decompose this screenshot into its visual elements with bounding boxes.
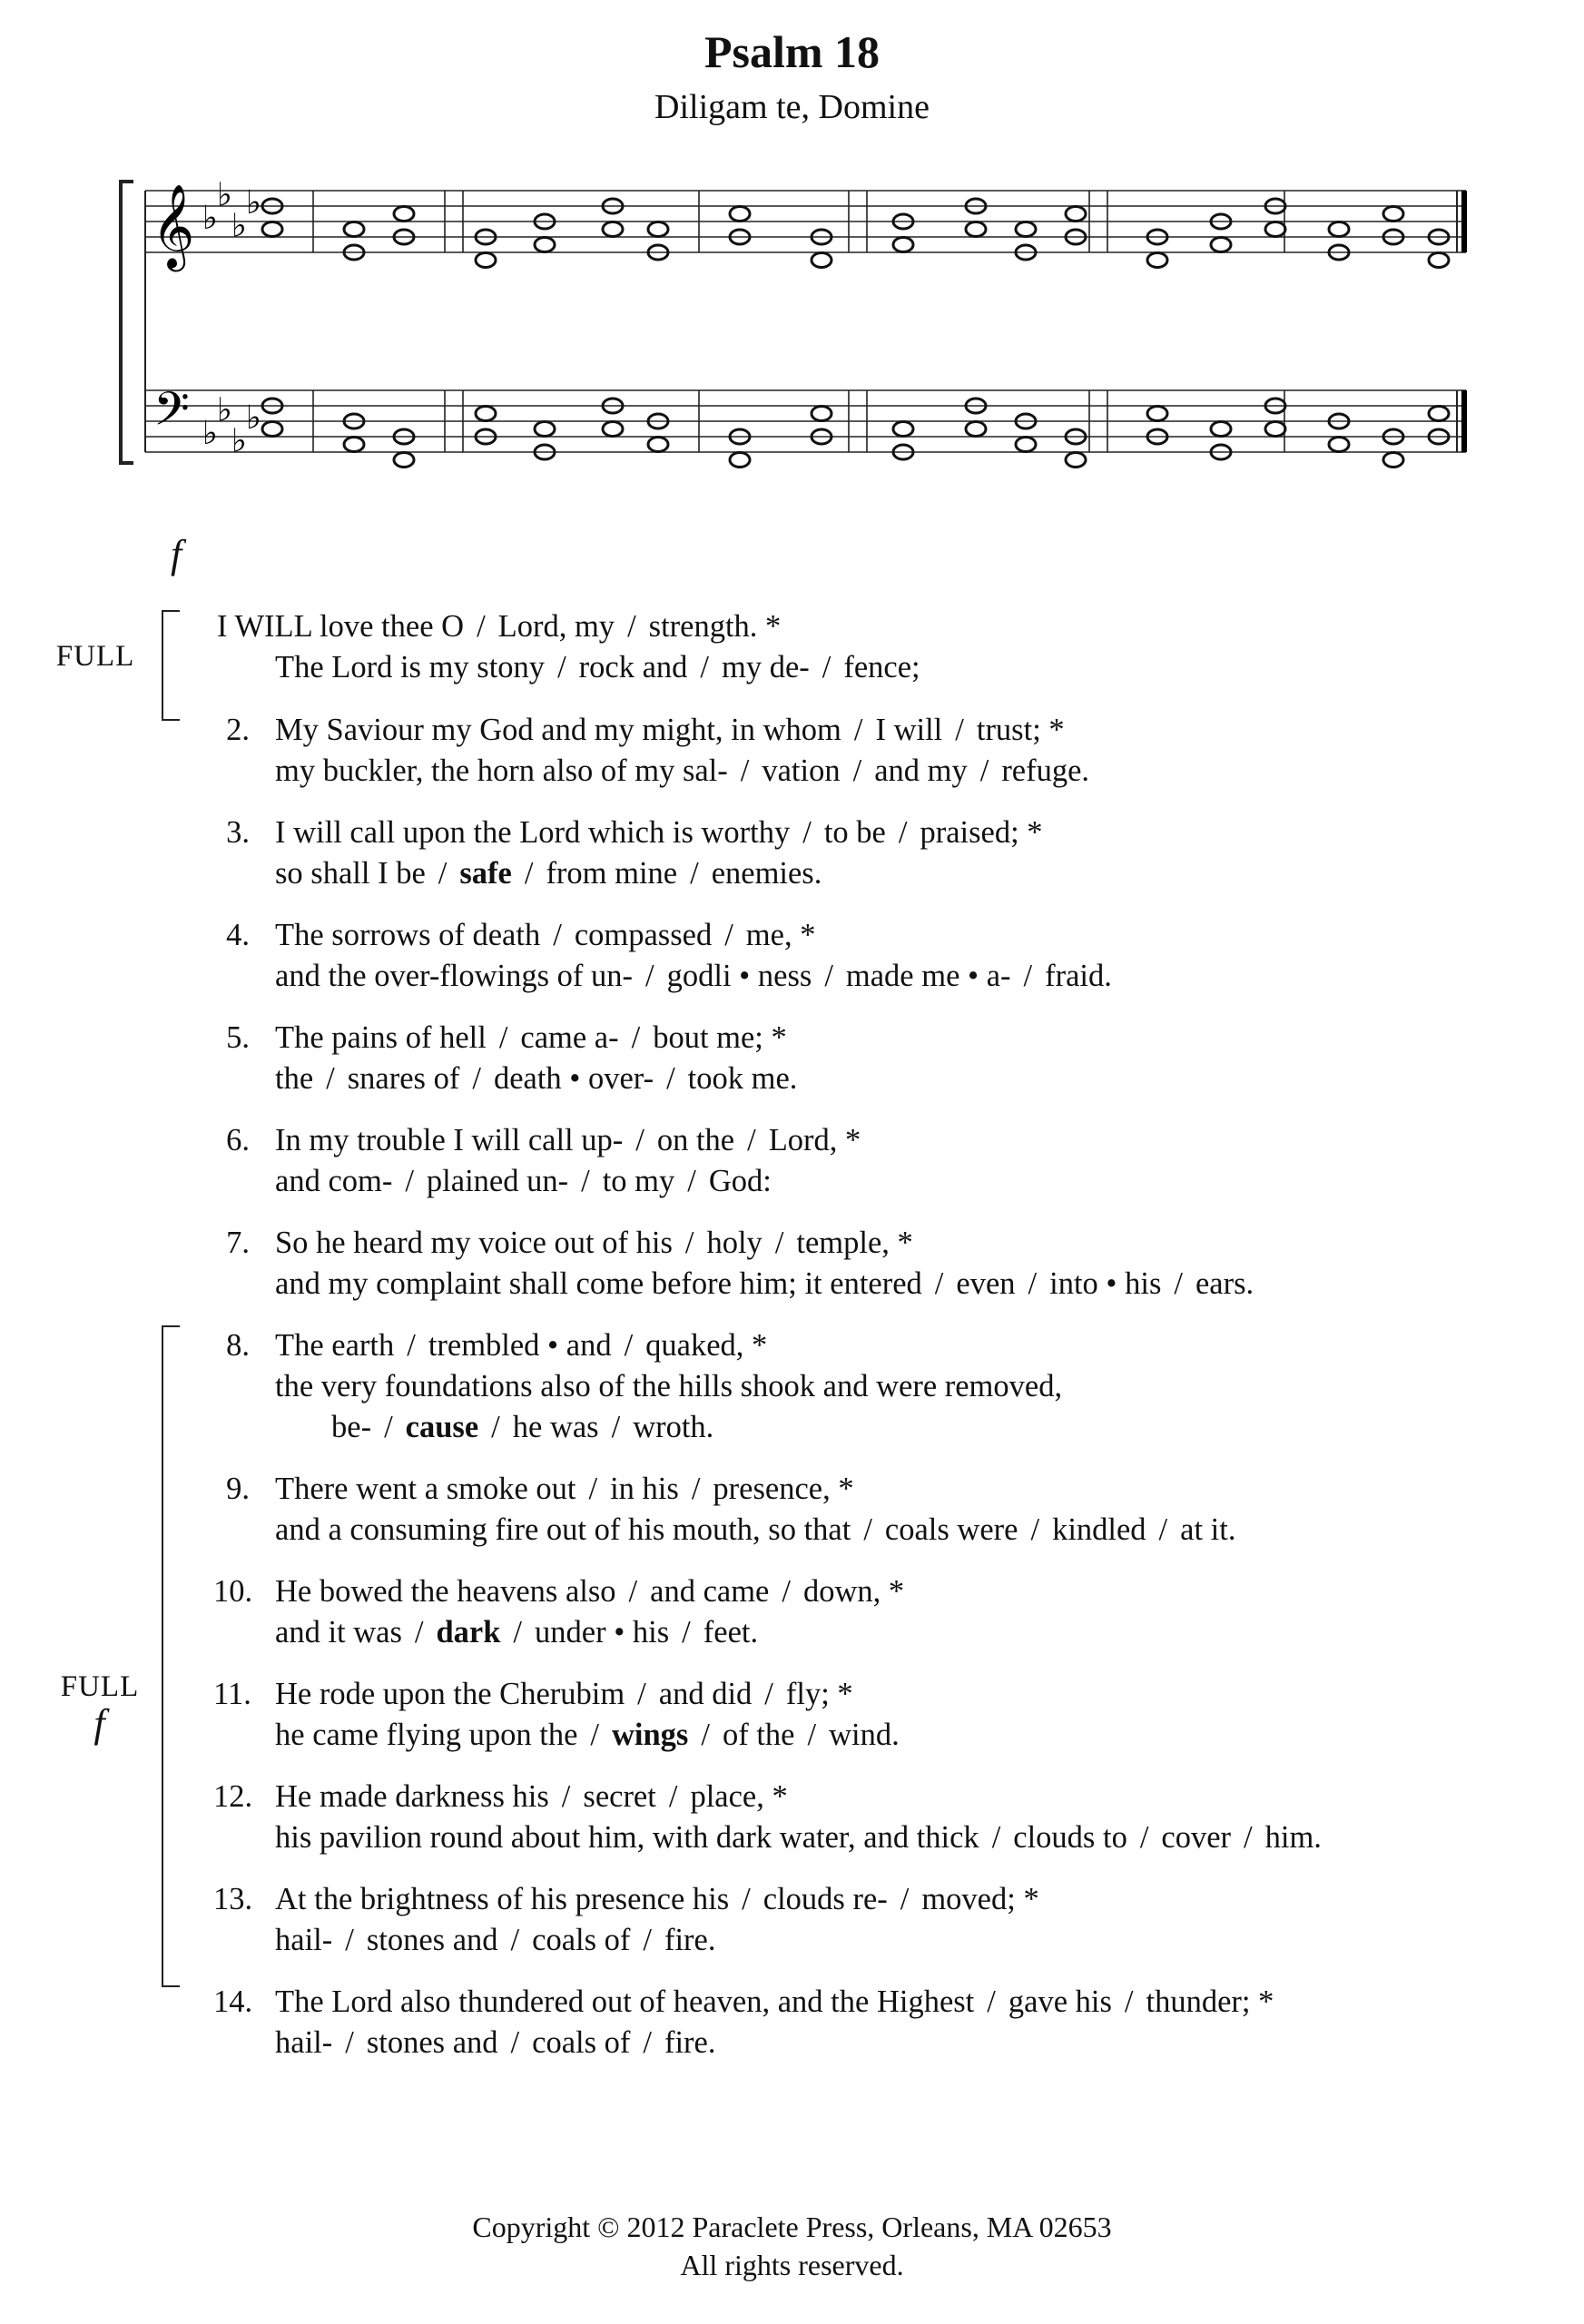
bar-separator: / [405,1164,414,1198]
bar-separator: / [687,1164,696,1198]
verse-segment: my buckler, the horn also of my sal- [275,753,728,788]
verse-line [213,2023,1557,2063]
bar-separator: / [581,1164,590,1198]
verse-segment: trust; * [976,713,1065,747]
verse-segment: his pavilion round about him, with dark water, and thick [275,1820,979,1855]
verse-line [213,647,1557,688]
chant-staves [121,177,1467,468]
verse-segment: Lord, my [497,609,615,644]
verse-segment: trembled • and [428,1328,612,1363]
verse-line [213,1161,1557,1202]
bar-separator: / [979,753,989,788]
verse-segment: fire. [664,1923,716,1957]
bar-separator: / [742,1882,751,1916]
bar-separator: / [491,1410,500,1444]
treble-note [262,222,282,237]
bar-separator: / [643,2025,652,2060]
verse-4 [213,915,1557,997]
verse-segment: and came [650,1574,770,1609]
treble-flat-icon: ♭ [246,184,261,222]
bass-flat-icon: ♭ [217,391,232,429]
bar-separator: / [690,856,699,891]
verse-segment: me, * [745,918,816,952]
verse-segment: feet. [703,1615,759,1649]
verse-3 [213,812,1557,894]
verse-number: 4. [226,918,250,952]
verse-line [213,1674,1557,1715]
verse-6 [213,1120,1557,1202]
verse-segment: thunder; * [1146,1984,1274,2019]
verse-number: 7. [226,1226,250,1260]
bar-separator: / [822,650,831,684]
bass-note [476,407,496,421]
bass-clef-icon: 𝄢 [153,381,190,448]
verse-segment: from mine [546,856,678,891]
bar-separator: / [524,856,534,891]
verse-segment: stones and [366,2025,498,2060]
treble-note [1066,207,1086,222]
verse-segment: wind. [829,1718,900,1752]
bass-note [394,453,414,468]
bar-separator: / [1139,1820,1149,1855]
bar-separator: / [1174,1266,1183,1301]
verse-number: 8. [226,1328,250,1363]
verse-number: 5. [226,1020,250,1055]
verse-segment: and the over-flowings of un- [275,959,634,993]
bar-separator: / [624,1328,634,1363]
verse-12 [213,1777,1557,1858]
bar-separator: / [853,713,863,747]
verse-segment: hail- [275,1923,333,1957]
verse-number: 9. [226,1472,250,1506]
verse-segment: I WILL love thee O [217,609,465,644]
verse-line [213,1059,1557,1099]
verse-segment: safe [459,856,512,891]
copyright-text: Copyright © 2012 Paraclete Press, Orleans, MA 02653 [472,2211,1112,2243]
verse-line [213,1817,1557,1858]
bar-separator: / [513,1615,523,1649]
verse-segment: He rode upon the Cherubim [275,1677,625,1711]
verse-line [213,1366,1557,1407]
verse-segment: I will call upon the Lord which is worthy [275,815,791,850]
bar-separator: / [724,918,733,952]
final-barline-thick [1461,191,1467,252]
bar-separator: / [643,1923,652,1957]
verse-segment: wroth. [633,1410,714,1444]
verse-segment: and a consuming fire out of his mouth, so that [275,1512,851,1547]
verse-segment: vation [762,753,841,788]
verse-segment: At the brightness of his presence his [275,1882,730,1916]
bar-separator: / [991,1820,1001,1855]
full-label-top: FULL [55,640,135,673]
verse-line [213,853,1557,894]
bar-separator: / [557,650,566,684]
verse-segment: and com- [275,1164,393,1198]
verse-segment: the [275,1061,314,1096]
verse-13 [213,1879,1557,1961]
verse-segment: and did [658,1677,753,1711]
verse-segment: to be [823,815,886,850]
copyright-footer [0,2208,1584,2284]
rights-text: All rights reserved. [680,2249,904,2281]
verse-segment: dark [436,1615,501,1649]
verse-segment: ears. [1195,1266,1254,1301]
verse-segment: quaked, * [645,1328,768,1363]
bar-separator: / [627,609,636,644]
verse-9 [213,1469,1557,1551]
treble-note [1016,222,1036,237]
verse-segment: kindled [1052,1512,1146,1547]
bar-separator: / [414,1615,424,1649]
treble-note [812,253,831,268]
full-bracket-top [162,610,180,721]
verse-segment: coals of [532,2025,631,2060]
treble-note [535,238,555,252]
verse-segment: coals of [532,1923,631,1957]
verse-10 [213,1571,1557,1653]
bar-separator: / [438,856,448,891]
treble-note [344,222,364,237]
verse-segment: made me • a- [845,959,1011,993]
bar-separator: / [645,959,654,993]
verse-number: 3. [226,815,250,850]
verse-segment: and my complaint shall come before him; it entered [275,1266,922,1301]
treble-note [1429,253,1449,268]
bass-note [535,422,555,437]
treble-note [1329,222,1349,237]
bass-note [1016,438,1036,452]
bar-separator: / [684,1226,694,1260]
verse-segment: hail- [275,2025,333,2060]
bar-separator: / [802,815,812,850]
verse-segment: He made darkness his [275,1779,549,1814]
verse-segment: came a- [520,1020,619,1055]
bass-note [1383,453,1403,468]
verse-number: 12. [213,1779,253,1814]
verse-segment: He bowed the heavens also [275,1574,616,1609]
verse-line [213,1325,1557,1366]
verse-segment: My Saviour my God and my might, in whom [275,713,841,747]
bar-separator: / [934,1266,944,1301]
bass-note [1147,407,1167,421]
bar-separator: / [510,1923,520,1957]
full-label-bottom [50,1670,150,1744]
verse-segment: clouds to [1013,1820,1127,1855]
verse-segment: place, * [690,1779,788,1814]
bar-separator: / [668,1779,678,1814]
verse-segment: took me. [687,1061,798,1096]
verse-segment: The earth [275,1328,395,1363]
verse-number: 11. [213,1677,251,1711]
bar-separator: / [611,1410,621,1444]
verse-segment: holy [706,1226,762,1260]
dynamic-forte-full: f [93,1701,106,1746]
verse-line [213,1715,1557,1756]
treble-note [1265,222,1285,237]
bass-note [966,422,986,437]
bar-separator: / [345,2025,354,2060]
treble-note [730,207,750,222]
bass-note [344,438,364,452]
verse-segment: clouds re- [762,1882,888,1916]
bar-separator: / [807,1718,817,1752]
bar-separator: / [1158,1512,1168,1547]
treble-clef-icon: 𝄞 [152,183,195,268]
treble-flat-icon: ♭ [217,176,232,214]
bar-separator: / [637,1677,646,1711]
verse-segment: The Lord also thundered out of heaven, and the Highest [275,1984,975,2019]
verse-segment: cover [1161,1820,1232,1855]
verse-segment: godli • ness [666,959,812,993]
verse-7 [213,1223,1557,1305]
verse-line [213,1777,1557,1817]
bar-separator: / [774,1226,784,1260]
verse-segment: strength. * [648,609,782,644]
page-title: Psalm 18 [703,26,881,77]
verse-14 [213,1982,1557,2063]
treble-note [1211,238,1231,252]
verse-number: 6. [226,1123,250,1157]
verse-segment: The Lord is my stony [275,650,546,684]
verse-number: 2. [226,713,250,747]
verse-segment: secret [583,1779,656,1814]
verse-segment: fire. [664,2025,716,2060]
music-score [104,172,1484,517]
verse-segment: on the [656,1123,735,1157]
verse-segment: under • his [535,1615,670,1649]
bass-flat-icon: ♭ [202,415,218,452]
verse-line [213,1879,1557,1920]
treble-note [966,222,986,237]
verse-segment: coals were [884,1512,1018,1547]
verse-line [213,1469,1557,1510]
verse-segment: moved; * [921,1882,1039,1916]
verse-segment: gave his [1008,1984,1112,2019]
verse-line [213,710,1557,751]
final-barline-thick [1461,390,1467,452]
verse-segment: snares of [347,1061,460,1096]
system-bracket [121,182,133,463]
bass-note [1329,438,1349,452]
verse-segment: The pains of hell [275,1020,487,1055]
full-label-bottom-text: FULL [60,1670,140,1703]
verse-segment: The sorrows of death [275,918,541,952]
verse-segment: him. [1264,1820,1322,1855]
verse-line [213,751,1557,792]
verse-number: 13. [213,1882,253,1916]
bar-separator: / [384,1410,393,1444]
bar-separator: / [900,1882,910,1916]
verse-segment: be- [331,1410,372,1444]
verse-number: 14. [213,1984,253,2019]
treble-note [394,207,414,222]
verse-segment: presence, * [713,1472,854,1506]
bar-separator: / [1124,1984,1134,2019]
bar-separator: / [477,609,486,644]
bar-separator: / [472,1061,481,1096]
verse-segment: I will [875,713,943,747]
bass-note [603,422,623,437]
verse-segment: he was [512,1410,599,1444]
bass-flat-icon: ♭ [246,399,261,437]
verse-line [213,1920,1557,1961]
verse-segment: so shall I be [275,856,426,891]
bass-note [1265,422,1285,437]
bar-separator: / [498,1020,508,1055]
bass-note [1066,453,1086,468]
bar-separator: / [747,1123,756,1157]
verse-segment: my de- [722,650,810,684]
verse-segment: stones and [366,1923,498,1957]
verse-line [213,1982,1557,2023]
verse-segment: praised; * [920,815,1043,850]
bar-separator: / [553,918,562,952]
bar-separator: / [700,650,709,684]
verse-number: 10. [213,1574,253,1609]
bar-separator: / [740,753,750,788]
verse-8 [213,1325,1557,1448]
verse-segment: refuge. [1001,753,1090,788]
bass-note [648,438,668,452]
bass-note [893,422,913,437]
verse-segment: death • over- [493,1061,654,1096]
verse-segment: and it was [275,1615,402,1649]
bar-separator: / [1244,1820,1253,1855]
verse-segment: Lord, * [768,1123,861,1157]
verse-segment: God: [708,1164,772,1198]
bar-separator: / [1023,959,1033,993]
verse-line [213,1120,1557,1161]
bar-separator: / [852,753,862,788]
verse-line [213,1407,1557,1448]
bass-note [730,453,750,468]
bar-separator: / [1030,1512,1040,1547]
verse-segment: and my [874,753,968,788]
verse-line [213,1510,1557,1551]
treble-note [1147,253,1167,268]
verse-2 [213,710,1557,792]
bar-separator: / [631,1020,641,1055]
bar-separator: / [588,1472,598,1506]
dynamic-forte-opening: f [171,532,182,576]
verse-segment: temple, * [796,1226,913,1260]
verse-segment: fence; [843,650,920,684]
verse-segment: at it. [1180,1512,1236,1547]
treble-note [648,222,668,237]
bar-separator: / [1028,1266,1038,1301]
full-bracket-bottom [162,1325,180,1987]
verse-line [213,1018,1557,1059]
verse-line [213,956,1557,997]
bar-separator: / [590,1718,599,1752]
bass-flat-icon: ♭ [231,422,247,460]
bass-note [262,422,282,437]
treble-note [476,253,496,268]
treble-note [603,222,623,237]
bar-separator: / [863,1512,872,1547]
verse-segment: to my [602,1164,675,1198]
verse-segment: wings [612,1718,689,1752]
verse-segment: into • his [1049,1266,1162,1301]
verse-line [213,915,1557,956]
bar-separator: / [666,1061,675,1096]
verse-line [213,812,1557,853]
bar-separator: / [987,1984,996,2019]
verse-segment: of the [722,1718,795,1752]
bass-note [812,407,831,421]
verse-segment: fraid. [1045,959,1112,993]
bar-separator: / [510,2025,520,2060]
bar-separator: / [691,1472,701,1506]
verse-segment: rock and [578,650,688,684]
treble-note [893,238,913,252]
verse-segment: down, * [802,1574,905,1609]
verse-line [213,1571,1557,1612]
verse-segment: compassed [574,918,713,952]
bar-separator: / [764,1677,773,1711]
bass-note [1429,407,1449,421]
verse-segment: even [956,1266,1016,1301]
bass-note [1211,422,1231,437]
verse-line [213,1264,1557,1305]
treble-flat-icon: ♭ [202,200,218,237]
bar-separator: / [635,1123,644,1157]
bar-separator: / [701,1718,710,1752]
verse-segment: the very foundations also of the hills shook and were removed, [275,1369,1063,1403]
bar-separator: / [628,1574,638,1609]
verse-segment: fly; * [785,1677,853,1711]
verse-11 [213,1674,1557,1756]
bar-separator: / [326,1061,335,1096]
verse-segment: in his [610,1472,679,1506]
verse-line [213,1612,1557,1653]
verse-segment: cause [405,1410,479,1444]
bar-separator: / [682,1615,691,1649]
verse-1 [213,606,1557,688]
bar-separator: / [824,959,833,993]
treble-note [1383,207,1403,222]
verse-segment: In my trouble I will call up- [275,1123,624,1157]
verse-segment: he came flying upon the [275,1718,578,1752]
treble-flat-icon: ♭ [231,207,247,245]
verse-line [213,606,1557,647]
page-subtitle: Diligam te, Domine [654,88,930,126]
verse-segment: So he heard my voice out of his [275,1226,673,1260]
verse-segment: plained un- [426,1164,569,1198]
verse-segment: bout me; * [653,1020,787,1055]
verse-line [213,1223,1557,1264]
bar-separator: / [782,1574,791,1609]
bar-separator: / [407,1328,416,1363]
bar-separator: / [898,815,908,850]
verse-5 [213,1018,1557,1099]
bar-separator: / [561,1779,571,1814]
bar-separator: / [955,713,964,747]
bar-separator: / [345,1923,354,1957]
verse-segment: There went a smoke out [275,1472,576,1506]
verse-segment: enemies. [711,856,822,891]
